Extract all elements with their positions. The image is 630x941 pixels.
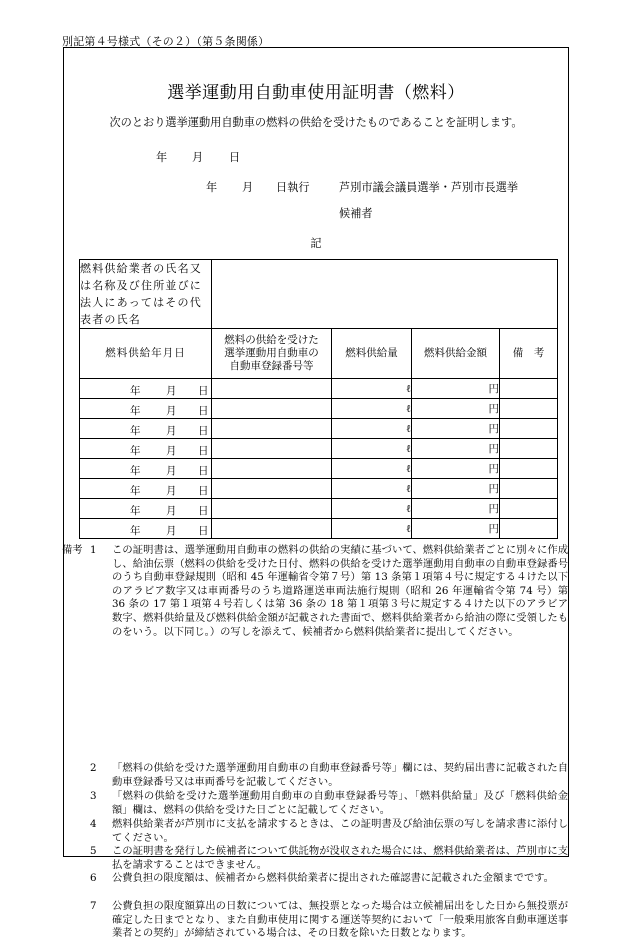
supply-date-cell[interactable] — [80, 419, 212, 439]
document-title: 選挙運動用自動車使用証明書（燃料） — [167, 83, 465, 103]
quantity-cell[interactable]: ℓ — [332, 499, 412, 519]
quantity-cell[interactable]: ℓ — [332, 379, 412, 399]
election-date-month: 月 — [242, 181, 254, 194]
note-cell[interactable] — [500, 519, 558, 539]
supply-date-cell[interactable] — [80, 459, 212, 479]
row-date-day: 日 — [198, 465, 209, 477]
fuel-supply-table — [79, 259, 558, 539]
header-amount: 燃料供給金額 — [412, 329, 500, 379]
note-item — [90, 544, 568, 639]
note-number: 5 — [90, 845, 97, 857]
header-note: 備 考 — [500, 329, 558, 379]
row-date-year: 年 — [130, 425, 141, 437]
supply-date-cell[interactable] — [80, 439, 212, 459]
row-date-month: 月 — [166, 465, 177, 477]
cert-date-month: 月 — [192, 151, 204, 164]
note-text: 燃料供給業者が芦別市に支払を請求するときは、この証明書及び給油伝票の写しを請求書に添付してください。 — [112, 818, 568, 844]
election-date-day: 日執行 — [276, 181, 310, 194]
note-cell[interactable] — [500, 439, 558, 459]
supplier-name-label: 燃料供給業者の氏名又は名称及び住所並びに法人にあってはその代表者の氏名 — [80, 260, 212, 329]
registration-number-cell[interactable] — [212, 399, 332, 419]
supply-date-cell[interactable] — [80, 379, 212, 399]
note-number: 3 — [90, 790, 97, 802]
registration-number-cell[interactable] — [212, 519, 332, 539]
form-number-label: 別記第４号様式（その２）（第５条関係） — [62, 35, 270, 48]
header-registration-number — [212, 329, 332, 379]
header-quantity: 燃料供給量 — [332, 329, 412, 379]
note-number: 2 — [90, 762, 97, 774]
note-number: 7 — [90, 900, 97, 912]
table-row — [80, 459, 558, 479]
note-cell[interactable] — [500, 459, 558, 479]
amount-cell[interactable]: 円 — [412, 439, 500, 459]
note-text: この証明書は、選挙運動用自動車の燃料の供給の実績に基づいて、燃料供給業者ごとに別々に作成し、給油伝票（燃料の供給を受けた日付、燃料の供給を受けた選挙運動用自動車の自動車登録番号のうち自動車登録規則（昭和 45 年運輸省令第７号）第 13 条第１項第４号に規定する４けた以下のアラビア数字又は車両番号のうち道路運送車両法施行規則（昭和 26 年運輸省令第 74 号）第 36 条の 17 第１項第４号若しくは第 36 条の 18 第１項第３号に規定する４けた以下のアラビア数字、燃料供給量及び燃料供給金額が記載された書面で、燃料供給業者から給油の際に受領したものをいう。以下同じ。）の写しを添えて、候補者から燃料供給業者に提出してください。 — [112, 544, 568, 638]
table-row — [80, 479, 558, 499]
registration-number-cell[interactable] — [212, 439, 332, 459]
row-date-day: 日 — [198, 405, 209, 417]
quantity-cell[interactable]: ℓ — [332, 439, 412, 459]
row-date-month: 月 — [166, 525, 177, 537]
supplier-name-field[interactable] — [212, 260, 558, 329]
table-row — [80, 499, 558, 519]
election-name: 芦別市議会議員選挙・芦別市長選挙 — [339, 181, 519, 194]
amount-cell[interactable]: 円 — [412, 479, 500, 499]
row-date-day: 日 — [198, 505, 209, 517]
certificate-frame — [63, 47, 569, 857]
row-date-day: 日 — [198, 485, 209, 497]
amount-cell[interactable]: 円 — [412, 519, 500, 539]
note-cell[interactable] — [500, 479, 558, 499]
table-row — [80, 439, 558, 459]
row-date-day: 日 — [198, 445, 209, 457]
amount-cell[interactable]: 円 — [412, 399, 500, 419]
note-item — [90, 790, 568, 817]
note-cell[interactable] — [500, 499, 558, 519]
note-item — [90, 845, 568, 872]
notes-heading: 備考 — [62, 544, 83, 556]
note-number: 6 — [90, 872, 97, 884]
intro-statement: 次のとおり選挙運動用自動車の燃料の供給を受けたものであることを証明します。 — [109, 116, 523, 129]
row-date-year: 年 — [130, 385, 141, 397]
quantity-cell[interactable]: ℓ — [332, 419, 412, 439]
note-item — [90, 818, 568, 845]
row-date-year: 年 — [130, 505, 141, 517]
amount-cell[interactable]: 円 — [412, 379, 500, 399]
table-row — [80, 419, 558, 439]
registration-number-cell[interactable] — [212, 419, 332, 439]
note-text: 「燃料の供給を受けた選挙運動用自動車の自動車登録番号等」、「燃料供給量」及び「燃料供給金額」欄は、燃料の供給を受けた日ごとに記載してください。 — [112, 790, 568, 816]
supply-date-cell[interactable] — [80, 399, 212, 419]
supply-date-cell[interactable] — [80, 499, 212, 519]
quantity-cell[interactable]: ℓ — [332, 479, 412, 499]
table-row — [80, 399, 558, 419]
note-cell[interactable] — [500, 399, 558, 419]
quantity-cell[interactable]: ℓ — [332, 399, 412, 419]
note-cell[interactable] — [500, 379, 558, 399]
row-date-year: 年 — [130, 465, 141, 477]
note-text: 公費負担の限度額算出の日数については、無投票となった場合は立候補届出をした日から無投票が確定した日までとなり、また自動車使用に関する運送等契約において「一般乗用旅客自動車運送事業者との契約」が締結されている場合は、その日数を除いた日数となります。 — [112, 900, 568, 940]
cert-date-year: 年 — [156, 151, 168, 164]
row-date-day: 日 — [198, 425, 209, 437]
header-supply-date: 燃料供給年月日 — [80, 329, 212, 379]
row-date-day: 日 — [198, 385, 209, 397]
row-date-year: 年 — [130, 525, 141, 537]
row-date-year: 年 — [130, 445, 141, 457]
registration-number-cell[interactable] — [212, 479, 332, 499]
row-date-month: 月 — [166, 385, 177, 397]
row-date-month: 月 — [166, 485, 177, 497]
row-date-year: 年 — [130, 405, 141, 417]
candidate-label: 候補者 — [339, 207, 373, 220]
note-text: 公費負担の限度額は、候補者から燃料供給業者に提出された確認書に記載された金額までです。 — [112, 872, 554, 884]
row-date-year: 年 — [130, 485, 141, 497]
supply-date-cell[interactable] — [80, 519, 212, 539]
table-row — [80, 379, 558, 399]
header-registration-line-3: 自動車登録番号等 — [229, 360, 314, 372]
row-date-month: 月 — [166, 425, 177, 437]
amount-cell[interactable]: 円 — [412, 459, 500, 479]
ki-label: 記 — [310, 237, 322, 250]
supply-date-cell[interactable] — [80, 479, 212, 499]
registration-number-cell[interactable] — [212, 379, 332, 399]
amount-cell[interactable]: 円 — [412, 419, 500, 439]
note-number: 1 — [90, 544, 97, 556]
row-date-month: 月 — [166, 505, 177, 517]
row-date-day: 日 — [198, 525, 209, 537]
election-date-year: 年 — [206, 181, 218, 194]
note-number: 4 — [90, 818, 97, 830]
header-registration-line-1: 燃料の供給を受けた — [224, 334, 319, 346]
note-text: この証明書を発行した候補者について供託物が没収された場合には、燃料供給業者は、芦別市に支払を請求することはできません。 — [112, 845, 568, 871]
note-item — [90, 762, 568, 789]
table-row — [80, 519, 558, 539]
cert-date-day: 日 — [229, 151, 241, 164]
quantity-cell[interactable]: ℓ — [332, 459, 412, 479]
row-date-month: 月 — [166, 405, 177, 417]
quantity-cell[interactable]: ℓ — [332, 519, 412, 539]
row-date-month: 月 — [166, 445, 177, 457]
registration-number-cell[interactable] — [212, 499, 332, 519]
note-item — [90, 900, 568, 941]
note-text: 「燃料の供給を受けた選挙運動用自動車の自動車登録番号等」欄には、契約届出書に記載された自動車登録番号又は車両番号を記載してください。 — [112, 762, 568, 788]
amount-cell[interactable]: 円 — [412, 499, 500, 519]
registration-number-cell[interactable] — [212, 459, 332, 479]
header-registration-line-2: 選挙運動用自動車の — [224, 347, 319, 359]
note-item — [90, 872, 568, 886]
note-cell[interactable] — [500, 419, 558, 439]
